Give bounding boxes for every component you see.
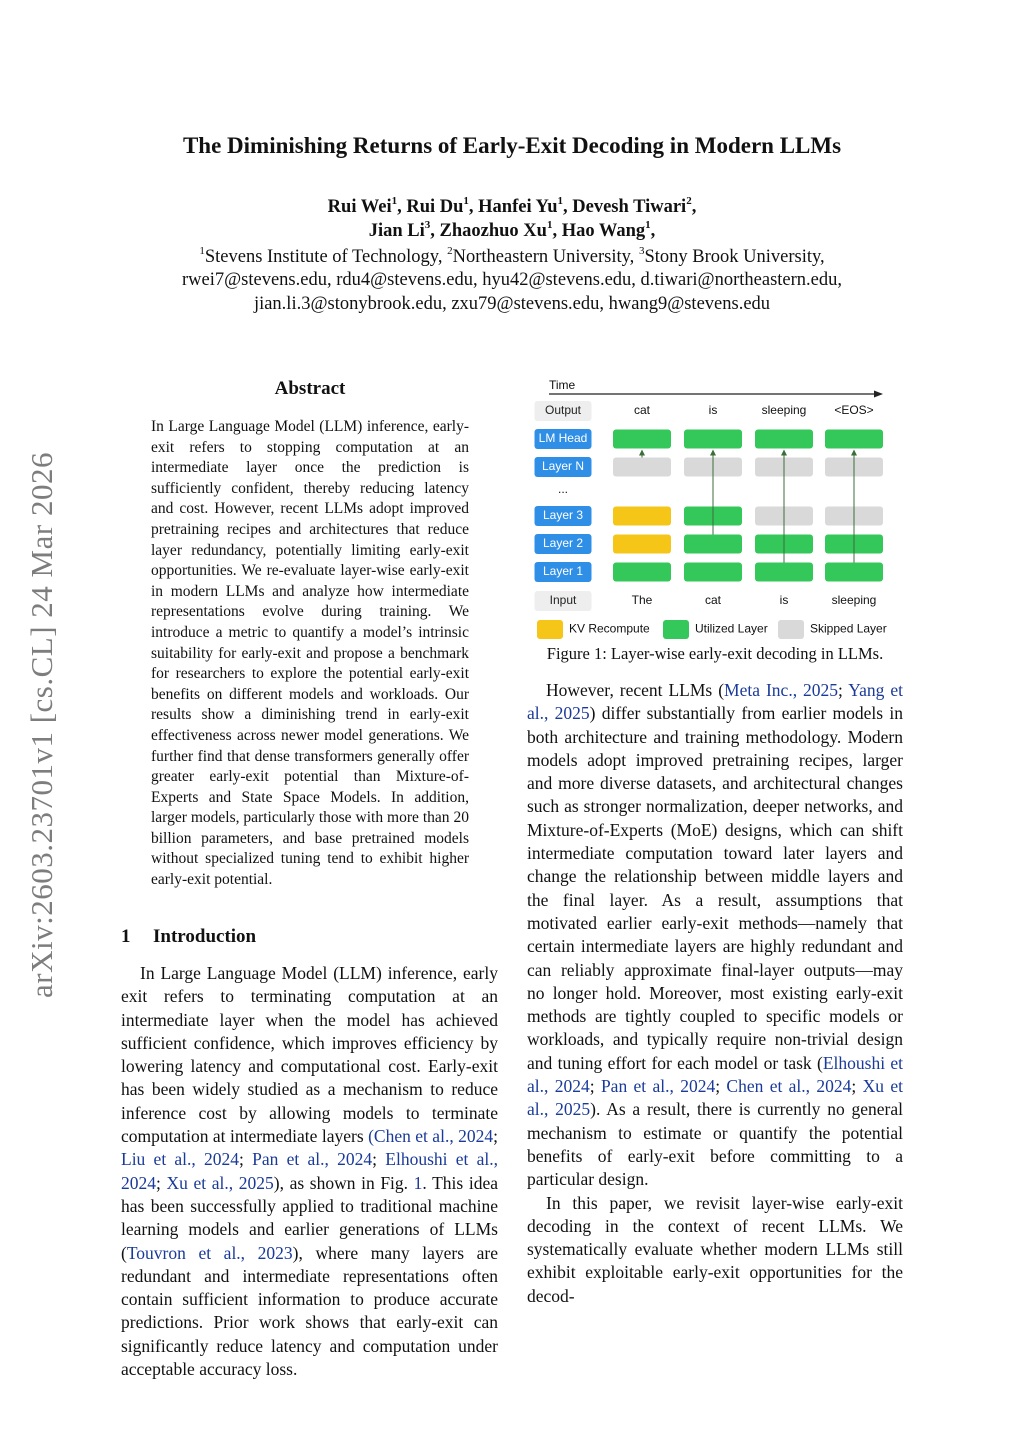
citation-link[interactable]: (	[368, 1126, 374, 1147]
body-text: ), as shown in Fig.	[273, 1172, 414, 1193]
row-label: Layer 1	[542, 564, 584, 579]
author-name: Rui Wei	[327, 197, 392, 217]
citation-link[interactable]: Pan et al., 2024	[252, 1149, 373, 1170]
affiliation-mark: 2	[686, 194, 692, 207]
abstract-heading: Abstract	[274, 378, 346, 399]
layer-cell-utilized	[684, 535, 742, 554]
author-name: Hao Wang	[561, 221, 646, 241]
author-name: Rui Du	[406, 197, 464, 217]
affiliation-mark: 1	[199, 244, 205, 257]
body-text: . This idea has been successfully applied to traditional machine learning models and earlier generations of LLMs (	[121, 1172, 498, 1263]
body-text: However, recent LLMs (	[546, 680, 725, 700]
affiliation-mark: 1	[645, 218, 651, 231]
output-token: cat	[633, 403, 651, 418]
citation-link[interactable]: Touvron et al., 2023	[126, 1242, 293, 1263]
intro-paragraph-3	[527, 1192, 903, 1308]
layer-cell-recompute	[613, 535, 671, 554]
output-token: is	[708, 403, 718, 418]
legend-swatch-utilized	[663, 620, 689, 639]
body-text: ), where many layers are redundant and intermediate representations often contain sufficient information to produce accurate predictions. Prior work shows that early-exit can significantly reduce latency and computation under acceptable accuracy loss.	[121, 1242, 498, 1380]
affiliation-mark: 3	[638, 244, 645, 257]
citation-link[interactable]: Chen et al., 2024	[726, 1076, 852, 1097]
emails-line-2: jian.li.3@stonybrook.edu, zxu79@stevens.edu, hwang9@stevens.edu	[253, 294, 771, 314]
row-label: Layer 2	[542, 536, 584, 551]
body-text: ;	[156, 1172, 167, 1193]
author-name: Jian Li	[368, 221, 425, 241]
exit-arrowhead	[639, 450, 645, 456]
body-text: In Large Language Model (LLM) inference, early exit refers to terminating computation at an intermediate layer when the model has achieved sufficient confidence, which improves efficiency by lowering latency and computational cost. Early-exit has been widely studied as a mechanism to reduce inference cost by allowing models to terminate computation at intermediate layers	[121, 963, 498, 1147]
affiliation-name: Stevens Institute of Technology,	[204, 247, 448, 267]
row-label: Input	[549, 593, 577, 608]
body-text: ). As a result, there is currently no general mechanism to estimate or quantify the potential benefits of early-exit before committing to a particular design.	[527, 1099, 903, 1190]
citation-link[interactable]: Liu et al., 2024	[121, 1149, 240, 1170]
affiliation-mark: 2	[447, 244, 453, 257]
body-column-left	[121, 962, 498, 1381]
citation-link[interactable]: Xu et al., 2025	[527, 1076, 903, 1120]
exit-arrowhead	[710, 450, 716, 456]
output-token: sleeping	[761, 403, 807, 418]
input-token: cat	[704, 593, 722, 608]
authors-line-2: Jian Li$^3$, Zhaozhuo Xu$^1$, Hao Wang$^1$,	[368, 218, 656, 241]
affiliation-name: Northeastern University,	[452, 247, 639, 267]
layer-cell-utilized	[684, 563, 742, 582]
citation-link[interactable]: Meta Inc., 2025	[724, 680, 839, 700]
paper-title: The Diminishing Returns of Early-Exit Decoding in Modern LLMs	[182, 133, 842, 158]
body-text: ;	[715, 1076, 727, 1097]
intro-paragraph-1	[121, 962, 498, 1381]
affiliation-mark: 1	[557, 194, 564, 207]
author-name: Zhaozhuo Xu	[439, 221, 547, 241]
legend-swatch-skipped	[778, 620, 804, 639]
body-text: ;	[589, 1076, 601, 1097]
layer-cell-utilized	[825, 563, 883, 582]
citation-link[interactable]: Xu et al., 2025	[166, 1172, 274, 1193]
row-label: Output	[544, 403, 582, 418]
body-text: ;	[372, 1149, 386, 1170]
figure-caption: Figure 1: Layer-wise early-exit decoding in LLMs.	[546, 644, 884, 663]
author-name: Devesh Tiwari	[572, 197, 687, 217]
layer-cell-utilized	[684, 430, 742, 449]
citation-link[interactable]: Elhoushi et al., 2024	[527, 1052, 903, 1097]
affiliation-mark: 1	[463, 194, 469, 207]
layer-cell-utilized	[613, 563, 671, 582]
input-token: The	[631, 593, 653, 608]
layer-cell-utilized	[755, 563, 813, 582]
layer-cell-skipped	[613, 458, 671, 477]
legend-swatch-recompute	[537, 620, 563, 639]
section-title: Introduction	[153, 926, 257, 947]
intro-paragraph-2	[527, 679, 903, 1192]
time-label: Time	[549, 378, 576, 393]
legend-label: KV Recompute	[569, 621, 650, 636]
arxiv-identifier: arXiv:2603.23701v1 [cs.CL] 24 Mar 2026	[24, 452, 59, 998]
affiliation-mark: 1	[546, 218, 553, 231]
affiliation-name: Stony Brook University,	[644, 247, 825, 267]
section-number: 1	[121, 926, 131, 947]
emails-line-1: rwei7@stevens.edu, rdu4@stevens.edu, hyu42@stevens.edu, d.tiwari@northeastern.edu,	[182, 270, 842, 290]
layer-cell-utilized	[613, 430, 671, 449]
output-token: <EOS>	[834, 403, 874, 418]
affiliations	[0, 245, 1024, 269]
layer-cell-utilized	[755, 430, 813, 449]
ellipsis-label: ...	[557, 482, 569, 497]
body-text: ) differ substantially from earlier models in both architecture and training methodology. Modern models adopt improved pretraining recipes, larger and more diverse datasets, and architectural changes such as stronger normalization, deeper networks, and Mixture-of-Experts (MoE) designs, which can shift intermediate computation toward later layers and change the relationship between middle layers and the final layer. As a result, assumptions that motivated earlier early-exit methods—namely that certain intermediate layers are highly redundant and can reliably approximate final-layer outputs—may no longer hold. Moreover, most existing early-exit methods are tightly coupled to specific models or workloads, and typically require non-trivial design and tuning effort for each model or task (	[527, 703, 903, 1073]
affiliation-mark: 3	[424, 218, 431, 231]
abstract-text: In Large Language Model (LLM) inference, early-exit refers to stopping computation at an intermediate layer once the prediction is sufficiently confident, thereby reducing latency and cost. However, recent LLMs adopt improved pretraining recipes and architectures that reduce layer redundancy, potentially limiting early-exit opportunities. We re-evaluate layer-wise early-exit in modern LLMs and analyze how intermediate representations evolve during training. We introduce a metric to quantify a model’s intrinsic suitability for early-exit and propose a benchmark for researchers to explore the potential early-exit benefits on different models and workloads. Our results show a diminishing trend in early-exit effectiveness across newer model generations. We further find that dense transformers generally offer greater early-exit potential than Mixture-of-Experts and State Space Models. In addition, larger models, particularly those with more than 20 billion parameters, and base pretrained models without specialized tuning tend to exhibit higher early-exit potential.	[151, 418, 469, 889]
exit-arrowhead	[851, 450, 857, 456]
body-text: ;	[851, 1076, 863, 1097]
body-text: In this paper, we revisit layer-wise early-exit decoding in the context of recent LLMs. We systematically evaluate whether modern LLMs still exhibit exploitable early-exit opportunities for the decod-	[527, 1192, 903, 1306]
section-heading-introduction	[121, 926, 256, 948]
author-name: Hanfei Yu	[478, 197, 558, 217]
time-arrowhead	[874, 391, 883, 398]
citation-link[interactable]: Chen et al., 2024	[373, 1126, 494, 1147]
citation-link[interactable]: Yang et al., 2025	[527, 680, 903, 724]
legend-label: Skipped Layer	[810, 621, 887, 636]
row-label: Layer 3	[542, 508, 584, 523]
input-token: sleeping	[831, 593, 877, 608]
authors-line-1: Rui Wei$^1$, Rui Du$^1$, Hanfei Yu$^1$, Devesh Tiwari$^2$,	[327, 194, 697, 217]
citation-link[interactable]: 1	[413, 1172, 423, 1193]
exit-arrowhead	[781, 450, 787, 456]
layer-cell-utilized	[825, 430, 883, 449]
row-label: LM Head	[538, 431, 588, 446]
row-label: Layer N	[541, 459, 585, 474]
legend-label: Utilized Layer	[695, 621, 768, 636]
citation-link[interactable]: Pan et al., 2024	[600, 1076, 716, 1097]
body-column-right	[527, 679, 903, 1308]
figure-early-exit-diagram	[527, 376, 903, 646]
layer-cell-recompute	[613, 507, 671, 526]
citation-link[interactable]: Elhoushi et al., 2024	[121, 1149, 498, 1193]
body-text: ;	[493, 1126, 498, 1147]
affiliation-mark: 1	[391, 194, 398, 207]
body-text: ;	[838, 680, 849, 700]
body-text: ;	[239, 1149, 253, 1170]
input-token: is	[779, 593, 789, 608]
